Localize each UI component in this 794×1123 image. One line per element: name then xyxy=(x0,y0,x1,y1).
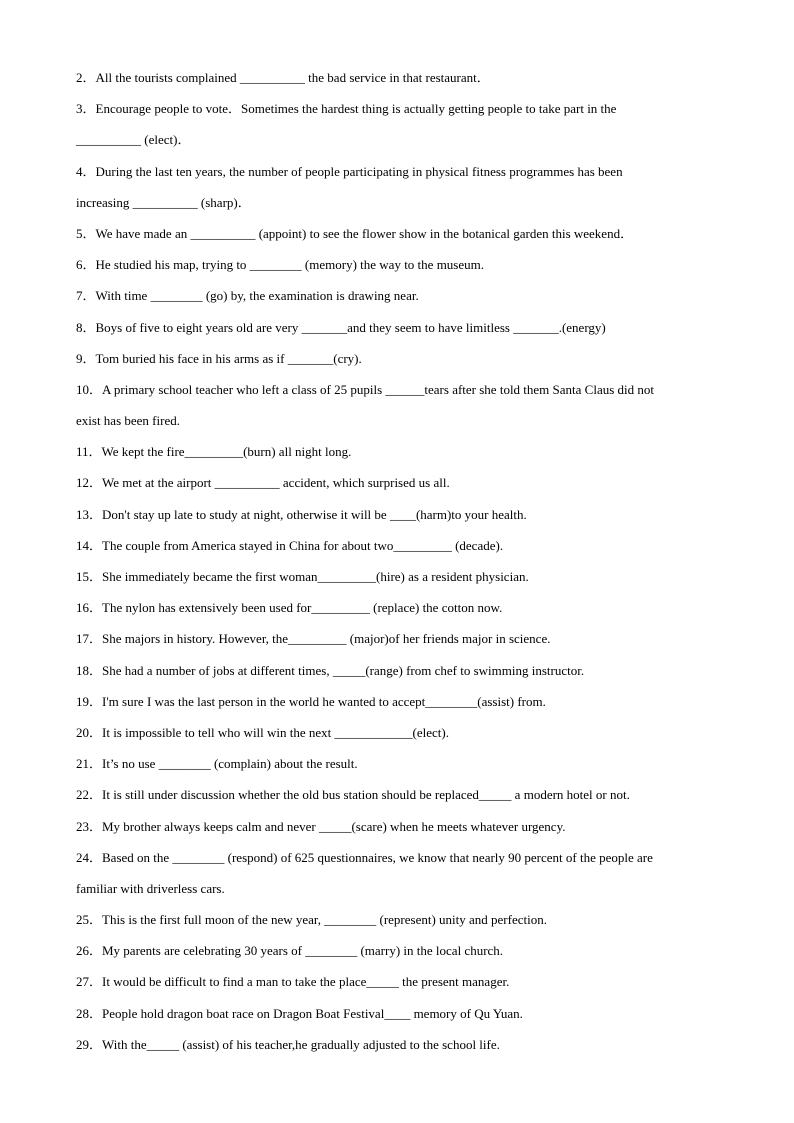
exercise-line: 3．Encourage people to vote．Sometimes the hardest thing is actually getting people to take part in the xyxy=(76,101,617,117)
exercise-line: 29．With the_____ (assist) of his teacher,he gradually adjusted to the school life. xyxy=(76,1036,500,1052)
exercise-line: 14．The couple from America stayed in China for about two_________ (decade). xyxy=(76,537,504,553)
exercise-line: 23．My brother always keeps calm and never _____(scare) when he meets whatever urgency. xyxy=(76,818,566,834)
exercise-line: 6．He studied his map, trying to ________ (memory) the way to the museum. xyxy=(76,257,484,273)
exercise-line: 16．The nylon has extensively been used for_________ (replace) the cotton now. xyxy=(76,600,503,616)
exercise-line: 18．She had a number of jobs at different times, _____(range) from chef to swimming instructor. xyxy=(76,662,585,678)
exercise-line: exist has been fired. xyxy=(76,413,180,429)
exercise-line: 9．Tom buried his face in his arms as if _______(cry). xyxy=(76,350,362,366)
exercise-line: 15．She immediately became the first woman_________(hire) as a resident physician. xyxy=(76,569,529,584)
exercise-line: 25．This is the first full moon of the new year, ________ (represent) unity and perfection. xyxy=(76,912,547,928)
exercise-line: 5．We have made an __________ (appoint) to see the flower show in the botanical garden this weekend． xyxy=(76,225,634,241)
exercise-line: 20．It is impossible to tell who will win the next ____________(elect). xyxy=(76,724,449,740)
exercise-list xyxy=(76,62,716,1060)
exercise-line: 11．We kept the fire_________(burn) all night long. xyxy=(76,444,352,460)
exercise-line: 4．During the last ten years, the number of people participating in physical fitness programmes has been xyxy=(76,163,623,179)
exercise-line: 24．Based on the ________ (respond) of 625 questionnaires, we know that nearly 90 percent of the people are xyxy=(76,849,653,865)
exercise-line: 10．A primary school teacher who left a class of 25 pupils ______tears after she told them Santa Claus did not xyxy=(76,381,655,397)
exercise-line: __________ (elect)． xyxy=(76,132,191,148)
exercise-line: 19．I'm sure I was the last person in the world he wanted to accept________(assist) from. xyxy=(76,693,546,709)
exercise-line: 12．We met at the airport __________ accident, which surprised us all. xyxy=(76,475,450,491)
exercise-line: 27．It would be difficult to find a man to take the place_____ the present manager. xyxy=(76,974,510,990)
exercise-line: 2．All the tourists complained __________ the bad service in that restaurant． xyxy=(76,70,490,85)
exercise-line: familiar with driverless cars. xyxy=(76,880,225,896)
exercise-line: 13．Don't stay up late to study at night, otherwise it will be ____(harm)to your health. xyxy=(76,506,527,522)
exercise-line: 7．With time ________ (go) by, the examination is drawing near. xyxy=(76,288,419,304)
exercise-line: 17．She majors in history. However, the_________ (major)of her friends major in science. xyxy=(76,631,551,647)
exercise-line: 28．People hold dragon boat race on Dragon Boat Festival____ memory of Qu Yuan. xyxy=(76,1005,523,1021)
exercise-line: 26．My parents are celebrating 30 years of ________ (marry) in the local church. xyxy=(76,943,504,959)
exercise-line: 21．It’s no use ________ (complain) about the result. xyxy=(76,756,358,772)
exercise-line: 8．Boys of five to eight years old are very _______and they seem to have limitless _______.(energy) xyxy=(76,319,606,335)
exercise-line: increasing __________ (sharp)． xyxy=(76,194,251,210)
exercise-line: 22．It is still under discussion whether the old bus station should be replaced_____ a modern hotel or not. xyxy=(76,787,630,803)
